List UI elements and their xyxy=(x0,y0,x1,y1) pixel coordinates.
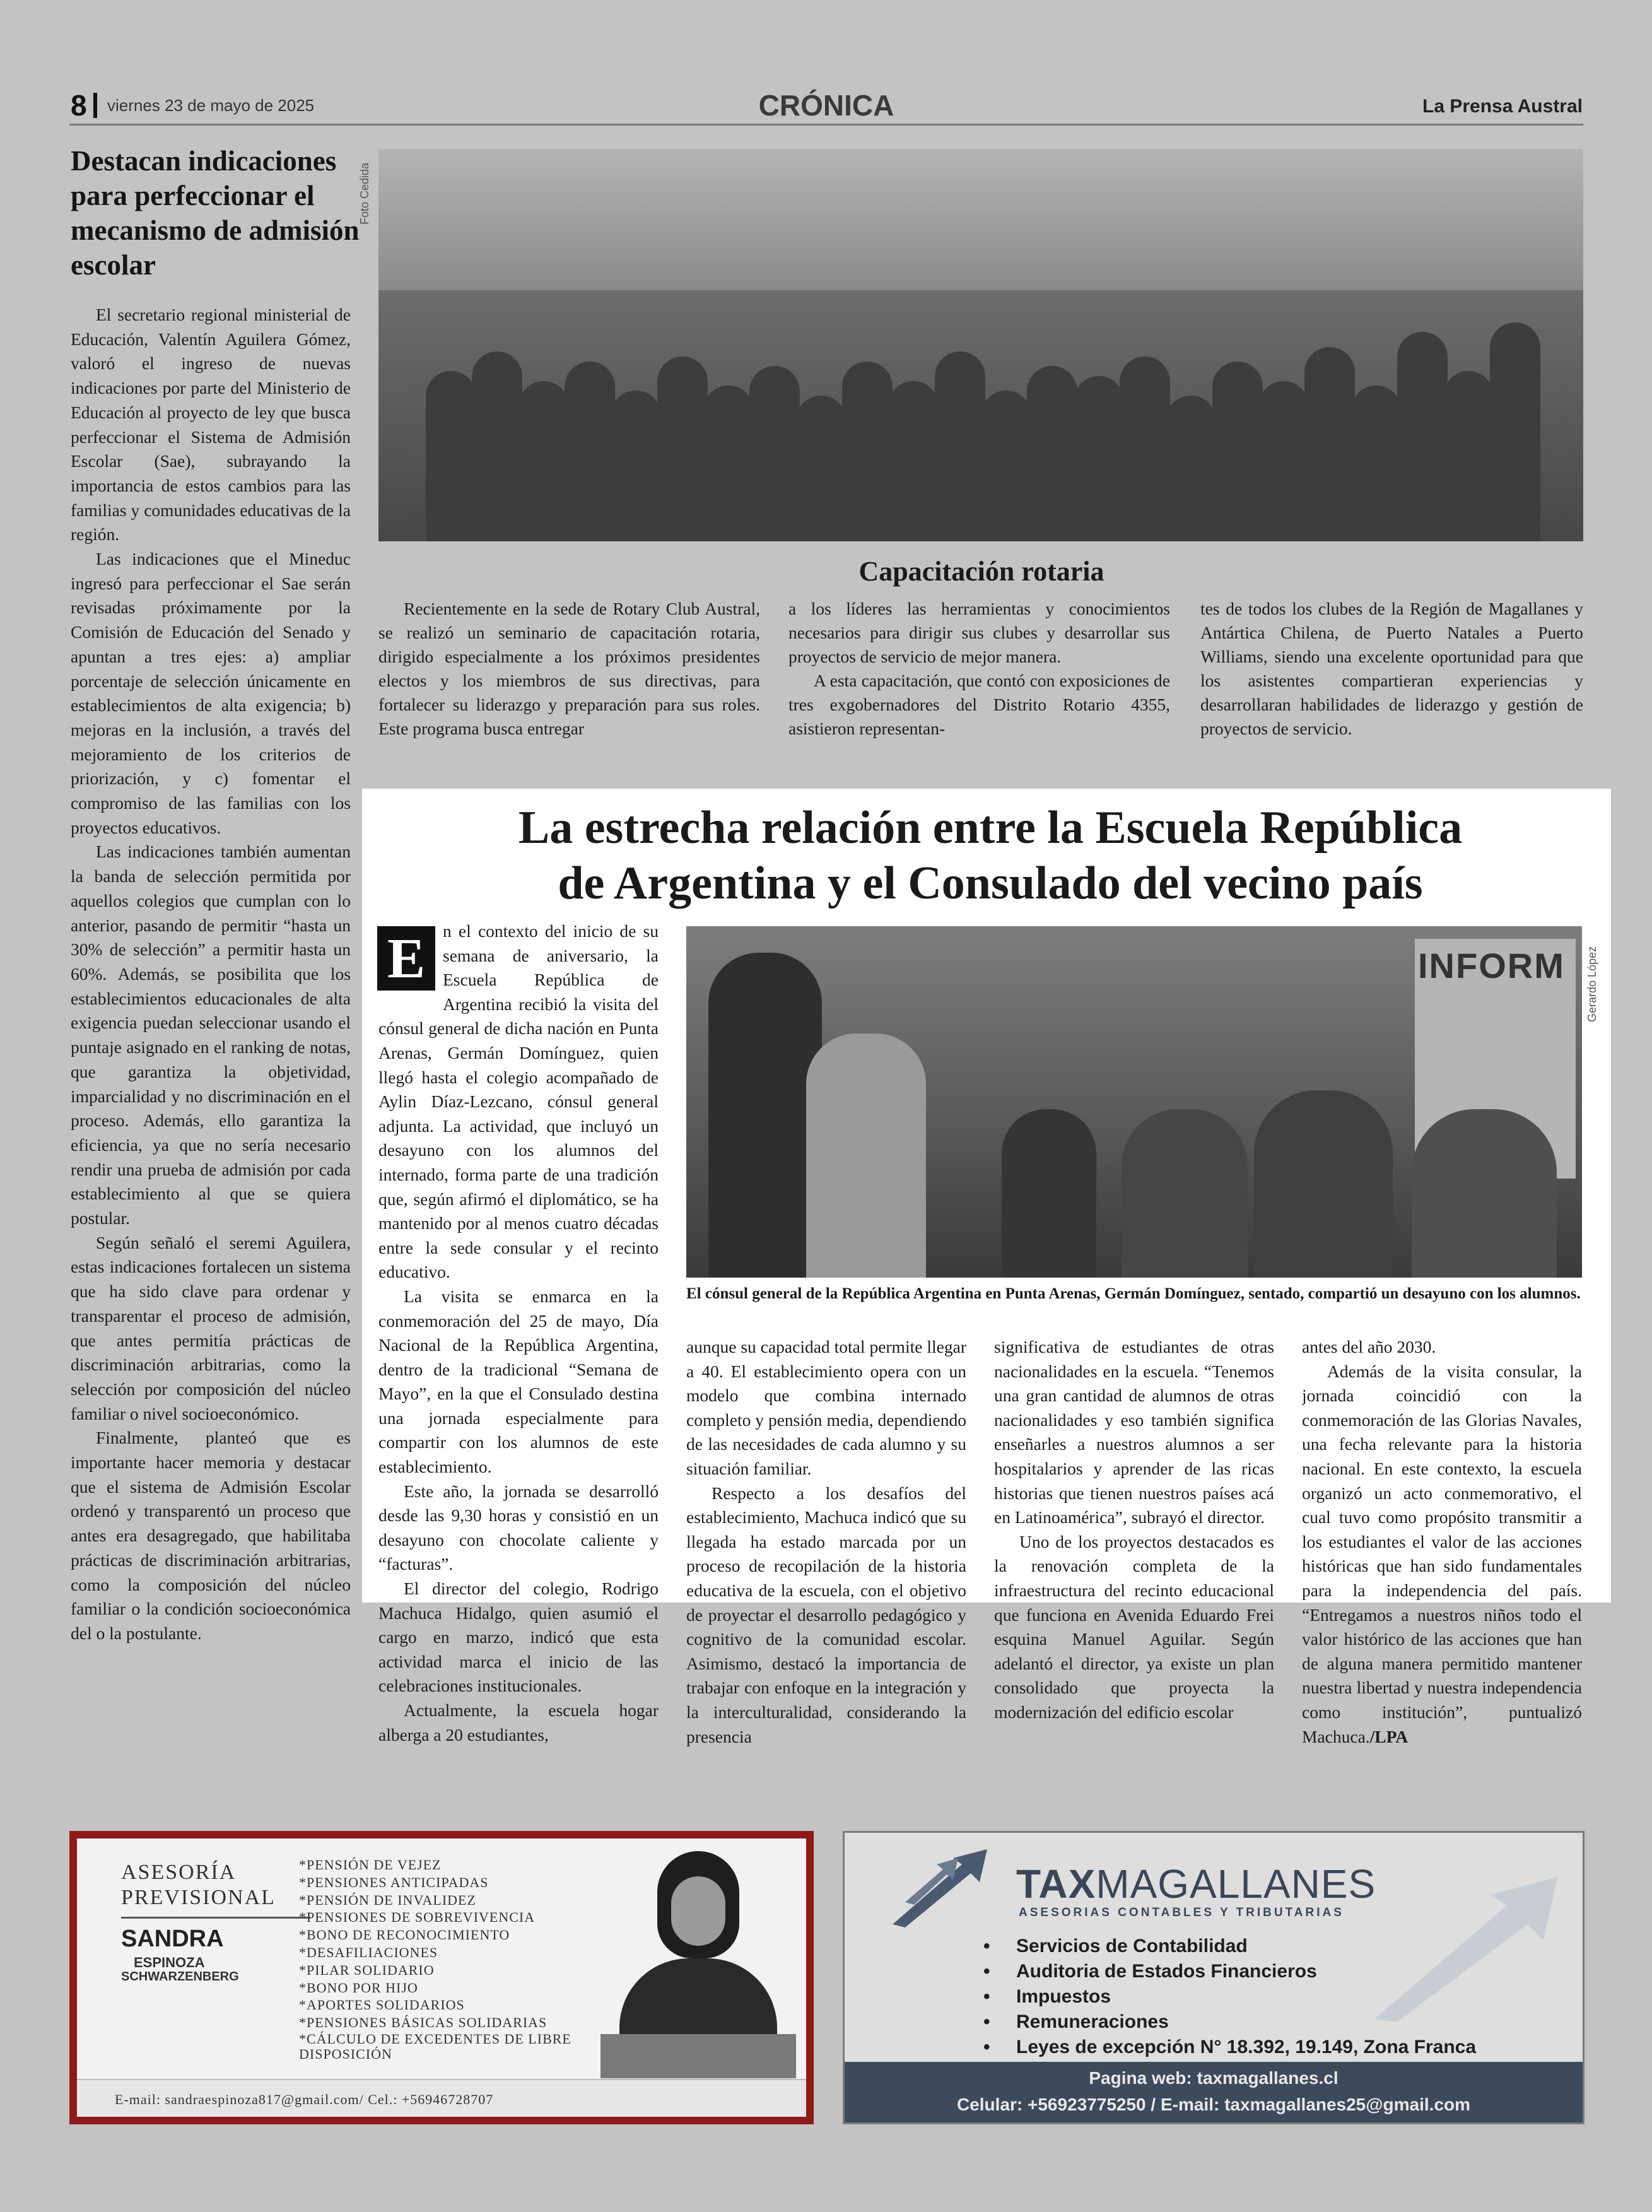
headline-line: La estrecha relación entre la Escuela República xyxy=(518,802,1463,854)
photo-caption: El cónsul general de la República Argentina en Punta Arenas, Germán Domínguez, sentado, compartió un desayuno con los alumnos. xyxy=(686,1285,1581,1302)
tax-tagline: ASESORIAS CONTABLES Y TRIBUTARIAS xyxy=(1019,1906,1344,1919)
rotary-col2 xyxy=(788,597,1170,767)
paragraph: tes de todos los clubes de la Región de Magallanes y Antártica Chilena, de Puerto Natales a Puerto Williams, siendo una excelente oportunidad para que los asistentes compartieran experiencias y desarrollaran habilidades de liderazgo y gestión de proyectos de servicio. xyxy=(1200,599,1583,738)
list-item: *CÁLCULO DE EXCEDENTES DE LIBRE DISPOSICIÓN xyxy=(299,2030,571,2062)
article-signature: /LPA xyxy=(1369,1726,1409,1746)
page-number: 8 xyxy=(71,88,97,122)
ad-asesoria-previsional[interactable] xyxy=(69,1831,814,2124)
list-item: *DESAFILIACIONES xyxy=(299,1944,438,1960)
rotary-group-photo xyxy=(378,149,1583,541)
paragraph: Finalmente, planteó que es importante hacer memoria y destacar que el sistema de Admisión Escolar ordenó y transparentó un proceso que antes era desagregado, que habilitaba prácticas de discriminación arbitrarias, como la composición del núcleo familiar o la condición socioeconómica del o la postulante. xyxy=(71,1428,351,1643)
consul-photo xyxy=(686,926,1582,1278)
list-item: *PENSIÓN DE VEJEZ xyxy=(299,1857,442,1873)
ad-contact[interactable]: E-mail: sandraespinoza817@gmail.com/ Cel.: +56946728707 xyxy=(115,2091,494,2107)
watermark-arrow-icon xyxy=(1374,1871,1564,2022)
paragraph: Este año, la jornada se desarrolló desde las 9,30 horas y consistió en un desayuno con chocolate caliente y “facturas”. xyxy=(378,1481,659,1574)
drop-cap: E xyxy=(377,926,435,991)
article-col3 xyxy=(994,1335,1274,1808)
list-item: • Servicios de Contabilidad xyxy=(983,1936,1248,1956)
list-item: *PENSIÓN DE INVALIDEZ xyxy=(299,1891,476,1908)
consul-photo-credit: Gerardo López xyxy=(1586,946,1598,1022)
list-item: *PENSIONES ANTICIPADAS xyxy=(299,1874,489,1890)
publication-name: La Prensa Austral xyxy=(1422,96,1583,117)
list-item: • Remuneraciones xyxy=(983,2011,1169,2032)
header-date: viernes 23 de mayo de 2025 xyxy=(107,96,315,115)
paragraph: n el contexto del inicio de su semana de aniversario, la Escuela República de Argentina recibió la visita del cónsul general de dicha nación en Punta Arenas, Germán Domínguez, quien llegó hasta el colegio acompañado de Aylin Díaz-Lezcano, cónsul general adjunta. La actividad, que incluyó un desayuno con los alumnos del internado, forma parte de una tradición que, según afirmó el diplomático, se ha mantenido por al menos cuatro décadas entre la sede consular y el recinto educativo. xyxy=(378,921,659,1282)
paragraph: aunque su capacidad total permite llegar a 40. El establecimiento opera con un modelo que combina internado completo y pensión media, dependiendo de las necesidades de cada alumno y su situación familiar. xyxy=(686,1337,966,1478)
list-item: *APORTES SOLIDARIOS xyxy=(299,1997,465,2013)
paragraph: Las indicaciones que el Mineduc ingresó para perfeccionar el Sae serán revisadas próximamente por la Comisión de Educación del Senado y apuntan a tres ejes: a) ampliar porcentaje de selección únicamente en establecimientos de alta exigencia; b) mejoras en la inclusión, a través del mejoramiento de los criterios de priorización, y c) fomentar el compromiso de las familias con los proyectos educativos. xyxy=(71,549,351,837)
header-rule xyxy=(69,124,1583,126)
paragraph: El director del colegio, Rodrigo Machuca Hidalgo, quien asumió el cargo en marzo, indicó que esta actividad marca el inicio de las celebraciones institucionales. xyxy=(378,1579,659,1696)
list-item: *PENSIONES DE SOBREVIVENCIA xyxy=(299,1909,536,1926)
rotary-title: Capacitación rotaria xyxy=(858,556,1104,587)
paragraph: Según señaló el seremi Aguilera, estas indicaciones fortalecen un sistema que ha sido clave para ordenar y transparentar el proceso de admisión, que antes permitía prácticas de discriminación arbitrarias, como la selección por composición del núcleo familiar o nivel socioeconómico. xyxy=(71,1232,351,1423)
paragraph: significativa de estudiantes de otras nacionalidades en la escuela. “Tenemos una gran cantidad de alumnos de otras nacionalidades y eso también significa enseñarles a nuestros alumnos a ser hospitalarios y aprender de las ricas historias que tienen nuestros países acá en Latinoamérica”, subrayó el director. xyxy=(994,1337,1274,1527)
list-item: • Leyes de excepción N° 18.392, 19.149, Zona Franca xyxy=(983,2037,1477,2057)
paragraph: Las indicaciones también aumentan la banda de selección permitida por aquellos colegios que cumplan con lo anterior, pasando de permitir “hasta un 30% de selección” a permitir hasta un 60%. Además, se posibilita que los establecimientos educacionales de alta exigencia puedan seleccionar usando el puntaje asignado en el ranking de notas, que garantiza la objetividad, imparcialidad y no discriminación en el proceso. Además, ello garantiza la eficiencia, ya que no sería necesario rendir una prueba de admisión por cada establecimiento al que se quiera postular. xyxy=(71,842,351,1228)
board-text: INFORM xyxy=(1418,946,1565,985)
paragraph: La visita se enmarca en la conmemoración del 25 de mayo, Día Nacional de la República Argentina, dentro de la tradicional “Semana de Mayo”, en la que el Consulado destina una jornada especialmente para compartir con los alumnos de este establecimiento. xyxy=(378,1286,659,1477)
ad-name: SANDRA xyxy=(121,1926,224,1952)
portrait-photo xyxy=(600,1845,796,2078)
article-headline xyxy=(378,800,1602,911)
rotary-col3 xyxy=(1200,597,1583,767)
list-item: • Impuestos xyxy=(983,1986,1111,2007)
paragraph: Además de la visita consular, la jornada coincidió con la conmemoración de las Glorias Navales, una fecha relevante para la historia nacional. En este contexto, la escuela organizó un acto conmemorativo, el cual tuvo como propósito transmitir a los estudiantes el valor de las acciones históricas que han sido fundamentales para la independencia del país. “Entregamos a nuestros niños todo el valor histórico de las acciones que han de alguna manera permitido mantener nuestra libertad y nuestra independencia como institución”, puntualizó Machuca./LPA xyxy=(1302,1361,1582,1746)
arrow-logo-icon xyxy=(893,1845,993,1927)
ad-title: ASESORÍA PREVISIONAL xyxy=(121,1861,276,1909)
article-col2 xyxy=(686,1335,966,1808)
left-article-headline: Destacan indicaciones para perfeccionar el mecanismo de admisión escolar xyxy=(71,145,360,281)
paragraph: Uno de los proyectos destacados es la renovación completa de la infraestructura del recinto educacional que funciona en Avenida Eduardo Frei esquina Manuel Aguilar. Según adelantó el director, ya existe un plan consolidado que proyecta la modernización del edificio escolar xyxy=(994,1531,1274,1722)
ad-tax-magallanes[interactable] xyxy=(843,1831,1585,2124)
list-item: *PENSIONES BÁSICAS SOLIDARIAS xyxy=(299,2015,548,2031)
paragraph: A esta capacitación, que contó con exposiciones de tres exgobernadores del Distrito Rotario 4355, asistieron representan- xyxy=(788,671,1170,738)
tax-contact-bar xyxy=(845,2062,1583,2122)
tax-brand: TAXMAGALLANES xyxy=(1016,1861,1376,1907)
paragraph: a los líderes las herramientas y conocimientos necesarios para dirigir sus clubes y desarrollar sus proyectos de servicio de mejor manera. xyxy=(788,599,1170,666)
paragraph: Actualmente, la escuela hogar alberga a 20 estudiantes, xyxy=(378,1700,659,1744)
paragraph: antes del año 2030. xyxy=(1302,1337,1436,1356)
ad-surname1: ESPINOZA xyxy=(134,1955,205,1970)
tax-web-link[interactable]: Pagina web: taxmagallanes.cl xyxy=(1089,2068,1339,2088)
list-item: *PILAR SOLIDARIO xyxy=(299,1962,435,1978)
paragraph: Respecto a los desafíos del establecimiento, Machuca indicó que su llegada ha estado marcada por un proceso de recopilación de la historia educativa de la escuela, con el objetivo de proyectar el desarrollo pedagógico y cognitivo de la comunidad escolar. Asimismo, destacó la importancia de trabajar con enfoque en la integración y la interculturalidad, considerando la presencia xyxy=(686,1483,966,1746)
list-item: *BONO POR HIJO xyxy=(299,1979,418,1996)
article-col1 xyxy=(378,919,659,1809)
list-item: *BONO DE RECONOCIMIENTO xyxy=(299,1927,510,1943)
rotary-col1 xyxy=(378,597,760,767)
ad-services-list xyxy=(299,1856,595,2062)
list-item: • Auditoria de Estados Financieros xyxy=(983,1961,1317,1982)
headline-line: de Argentina y el Consulado del vecino país xyxy=(558,857,1423,909)
rotary-photo-credit: Foto Cedida xyxy=(358,162,371,225)
tax-contact[interactable]: Celular: +56923775250 / E-mail: taxmagallanes25@gmail.com xyxy=(956,2095,1471,2114)
paragraph: El secretario regional ministerial de Educación, Valentín Aguilera Gómez, valoró el ingreso de nuevas indicaciones por parte del Ministerio de Educación al proyecto de ley que busca perfeccionar el Sistema de Admisión Escolar (Sae), subrayando la importancia de estos cambios para las familias y comunidades educativas de la región. xyxy=(71,305,351,544)
section-title: CRÓNICA xyxy=(758,89,894,122)
article-col4 xyxy=(1302,1335,1582,1808)
paragraph: Recientemente en la sede de Rotary Club Austral, se realizó un seminario de capacitación rotaria, dirigido especialmente a los próximos presidentes electos y los miembros de sus directivas, para fortalecer su liderazgo y preparación para sus roles. Este programa busca entregar xyxy=(378,599,760,738)
ad-surname2: SCHWARZENBERG xyxy=(121,1970,239,1984)
left-article-body xyxy=(71,303,351,1798)
